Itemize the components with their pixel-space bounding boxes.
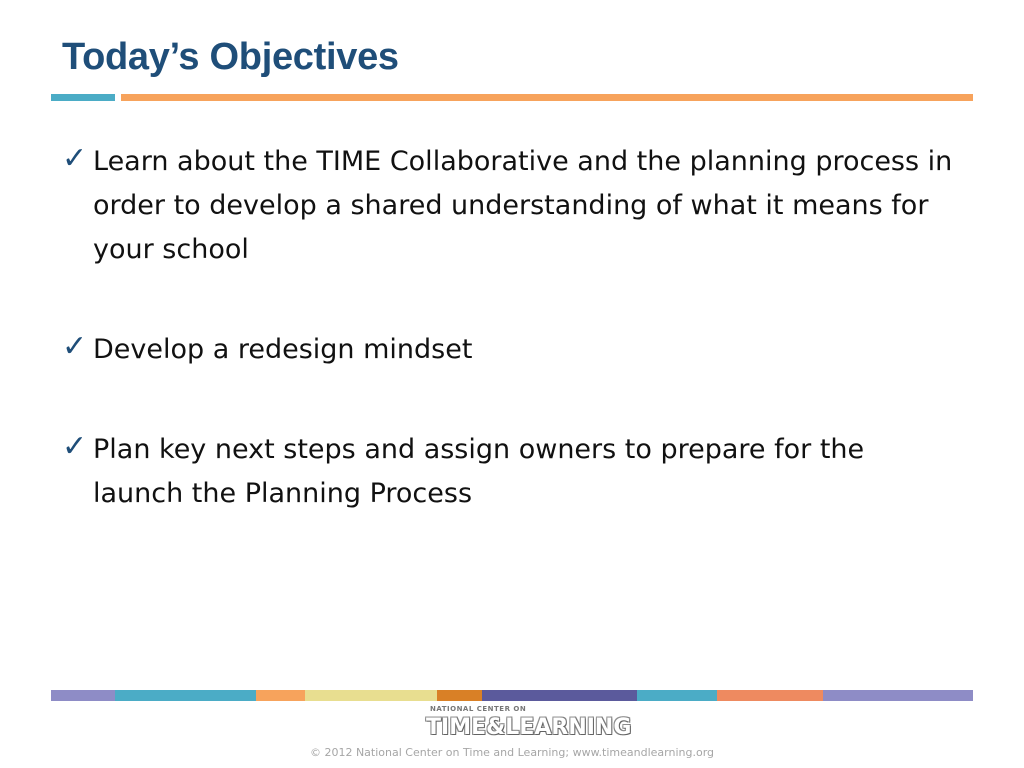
checkmark-icon: ✓ [62, 429, 88, 464]
title-underline [121, 94, 973, 101]
footer-bar-segment [115, 690, 256, 701]
time-and-learning-logo [424, 705, 632, 743]
objective-text: Learn about the TIME Collaborative and the planning process in order to develop a shared understanding of what it means for your school [93, 146, 953, 265]
checkmark-icon: ✓ [62, 329, 88, 364]
footer-bar-segment [437, 690, 482, 701]
logo-subtitle: NATIONAL CENTER ON [430, 705, 527, 713]
footer-bar-segment [256, 690, 305, 701]
logo-wordmark: TIME&LEARNING [426, 715, 632, 740]
objective-item [62, 428, 962, 516]
objective-text: Develop a redesign mindset [93, 334, 473, 365]
objective-item [62, 328, 962, 372]
footer-bar-segment [823, 690, 973, 701]
checkmark-icon: ✓ [62, 141, 88, 176]
footer-bar-segment [717, 690, 823, 701]
footer-bar-segment [637, 690, 717, 701]
copyright-footer: © 2012 National Center on Time and Learning; www.timeandlearning.org [309, 746, 715, 759]
footer-color-bar [51, 690, 973, 701]
objectives-list [62, 140, 962, 516]
title-underline-accent [51, 94, 115, 101]
objective-item [62, 140, 962, 272]
objective-text: Plan key next steps and assign owners to prepare for the launch the Planning Process [93, 434, 865, 509]
slide-title: Today’s Objectives [62, 36, 399, 78]
footer-bar-segment [305, 690, 437, 701]
footer-bar-segment [482, 690, 637, 701]
footer-bar-segment [51, 690, 115, 701]
